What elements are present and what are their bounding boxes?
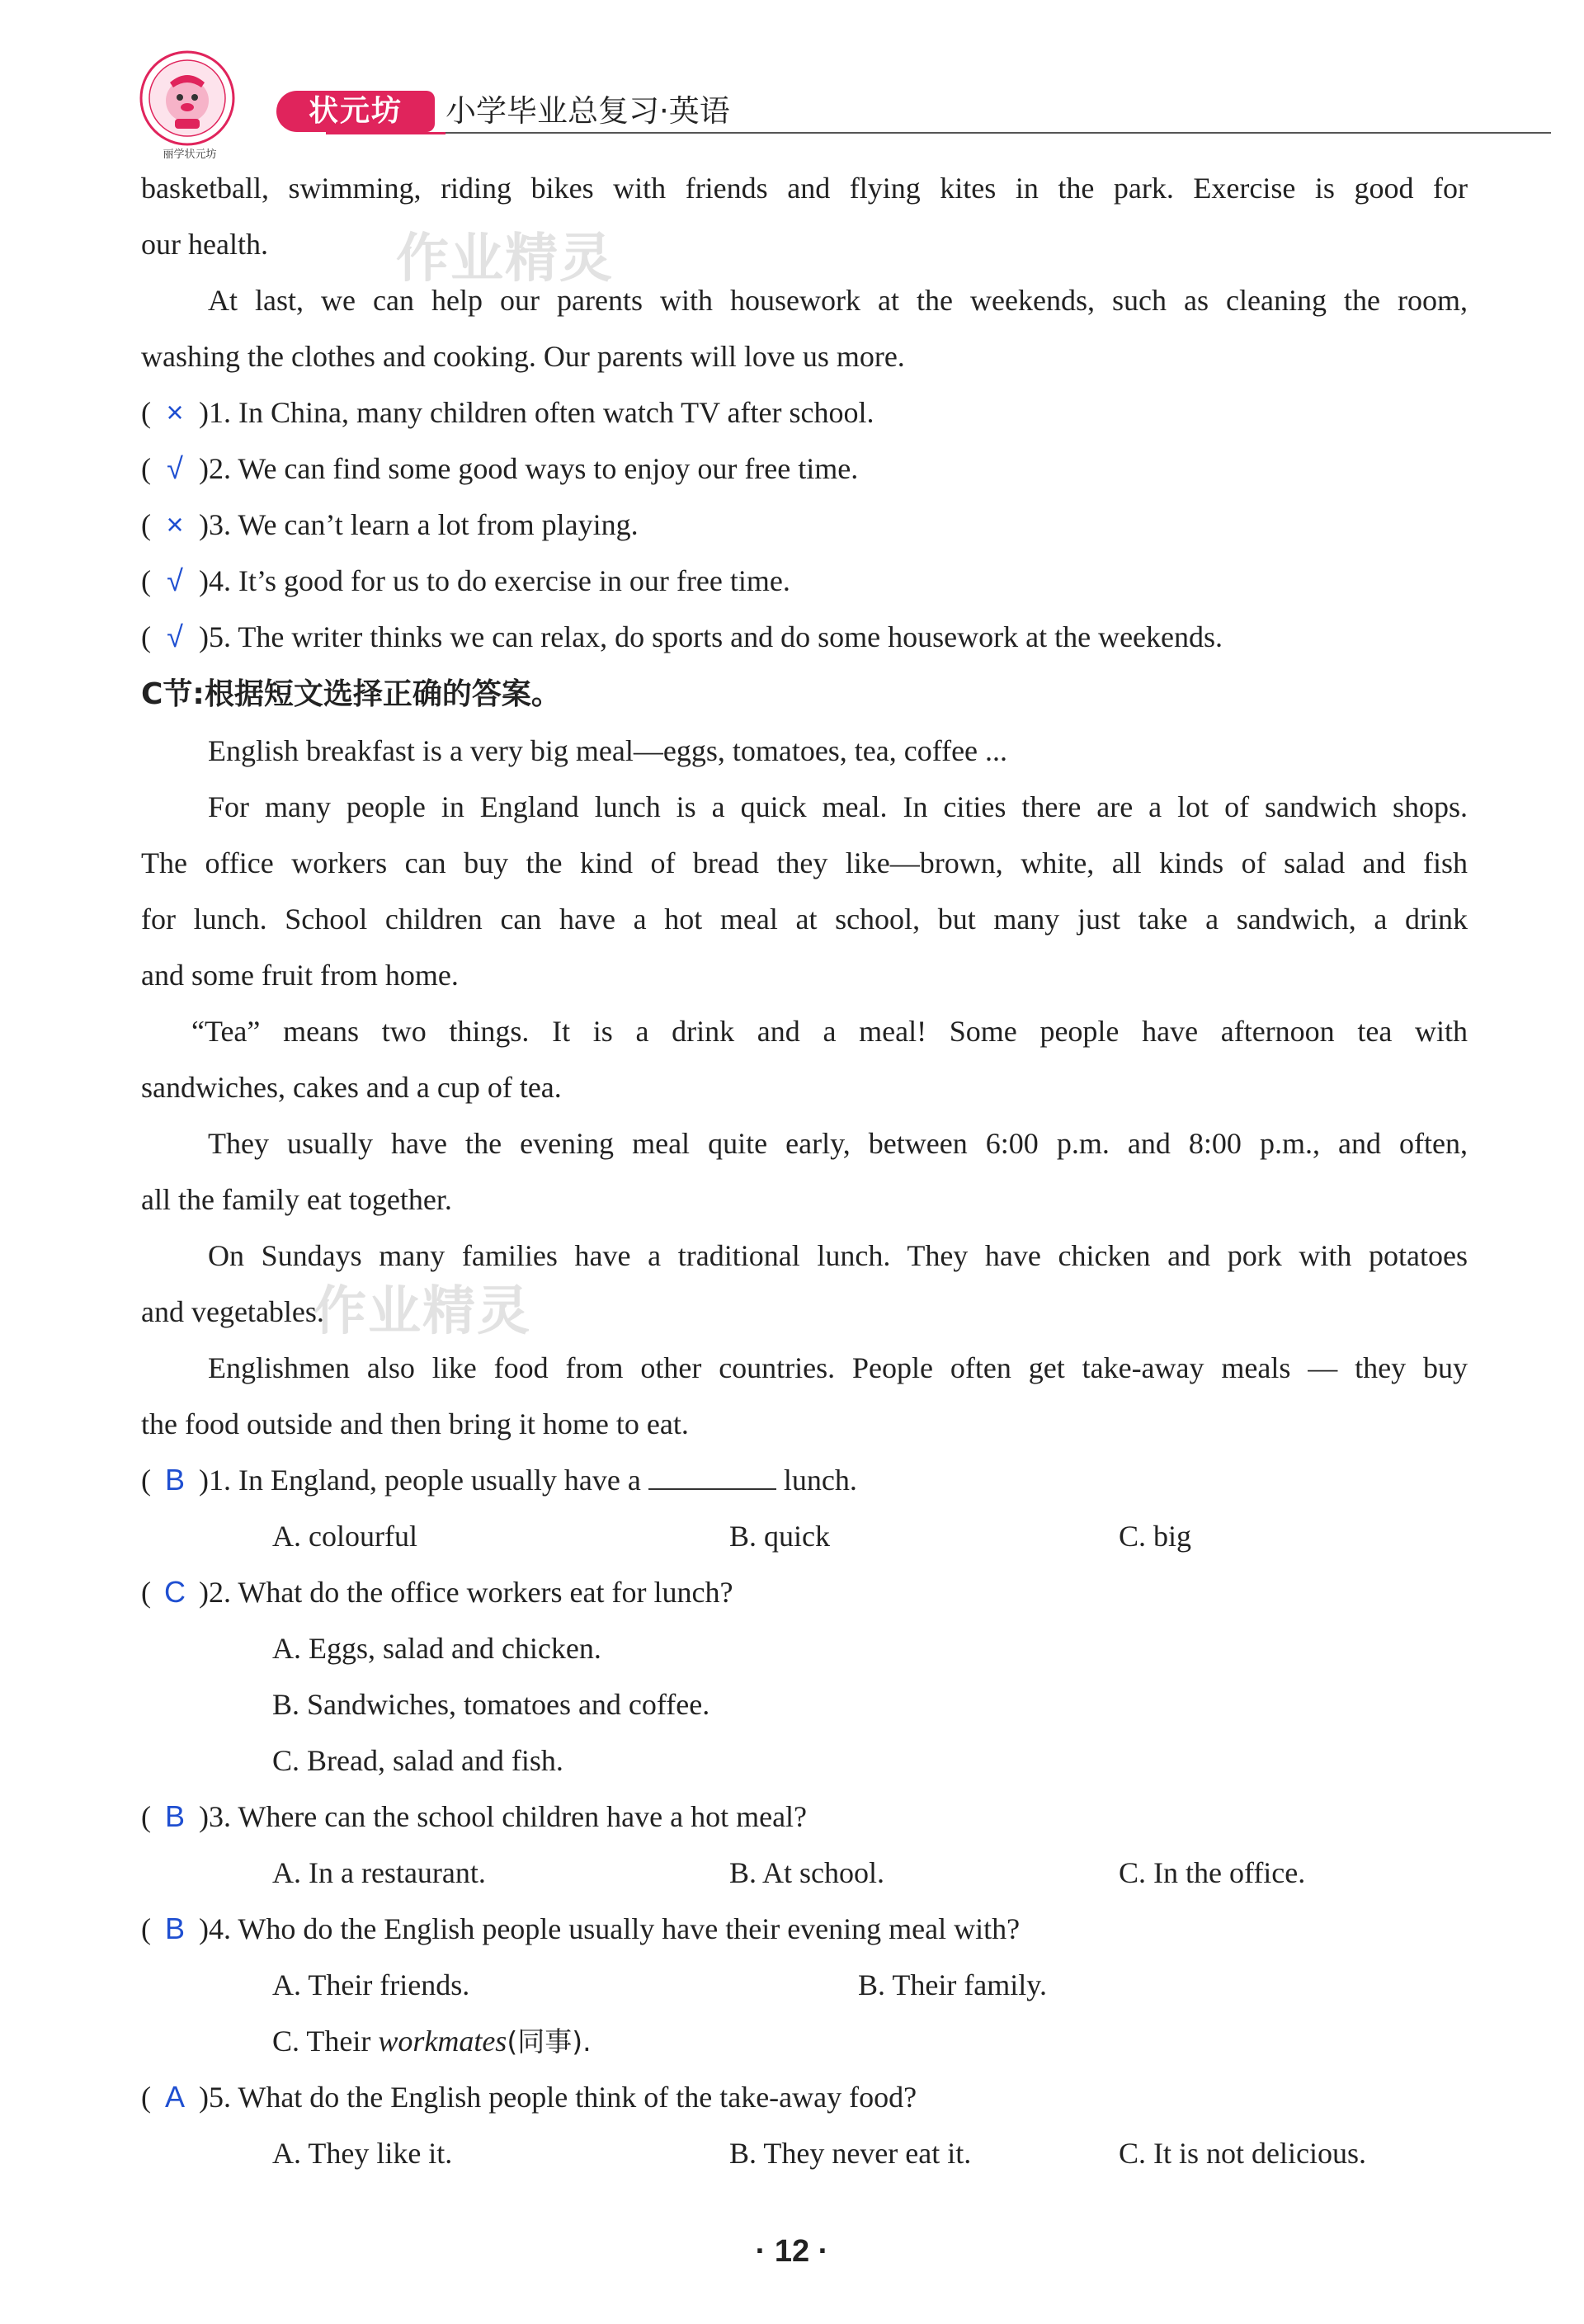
option-a: A. They like it. xyxy=(272,2137,453,2170)
watermark: 作业精灵 xyxy=(396,229,614,290)
close-paren: ) xyxy=(199,508,209,541)
header-accent-line xyxy=(326,132,446,134)
passage-line: for lunch. School children can have a hot meal at school, but many just take a sandwich, a drink xyxy=(141,903,1468,936)
option-c: C. It is not delicious. xyxy=(1119,2137,1366,2170)
option-c xyxy=(272,2023,592,2060)
question-text: 2. What do the office workers eat for lunch? xyxy=(209,1576,733,1609)
option-a: A. In a restaurant. xyxy=(272,1856,486,1889)
question-text: 4. Who do the English people usually have their evening meal with? xyxy=(209,1912,1021,1945)
header-divider xyxy=(446,132,1551,134)
answer-mark: √ xyxy=(167,563,183,597)
tf-question xyxy=(141,394,874,431)
passage-line: basketball, swimming, riding bikes with friends and flying kites in the park. Exercise is good for xyxy=(141,172,1468,205)
question-text: 3. We can’t learn a lot from playing. xyxy=(209,508,639,541)
section-heading: C节:根据短文选择正确的答案。 xyxy=(141,677,561,711)
tf-question xyxy=(141,619,1223,655)
passage-line: “Tea” means two things. It is a drink and a meal! Some people have afternoon tea with xyxy=(191,1015,1468,1048)
question-text: 2. We can find some good ways to enjoy our free time. xyxy=(209,452,859,485)
answer-letter: A xyxy=(164,2080,185,2114)
question-text: 1. In England, people usually have a xyxy=(209,1464,641,1497)
option-c-tail: (同事). xyxy=(507,2025,592,2058)
close-paren: ) xyxy=(199,396,209,429)
passage-line: the food outside and then bring it home to eat. xyxy=(141,1407,689,1440)
option-c: C. Bread, salad and fish. xyxy=(272,1744,563,1777)
question-text: 5. The writer thinks we can relax, do sports and do some housework at the weekends. xyxy=(209,620,1223,653)
question-text: 4. It’s good for us to do exercise in our free time. xyxy=(209,564,790,597)
answer-blank xyxy=(648,1464,776,1490)
option-a: A. colourful xyxy=(272,1520,417,1553)
passage-line: Englishmen also like food from other countries. People often get take-away meals — they buy xyxy=(208,1351,1468,1384)
question-text: 3. Where can the school children have a hot meal? xyxy=(209,1800,808,1833)
option-b: B. At school. xyxy=(729,1856,885,1889)
mc-question: ( B )1. In England, people usually have a lunch. xyxy=(141,1463,857,1497)
question-text: 5. What do the English people think of the take-away food? xyxy=(209,2081,917,2114)
passage-line: our health. xyxy=(141,228,268,261)
question-text: 1. In China, many children often watch TV after school. xyxy=(209,396,874,429)
option-c-prefix: C. Their xyxy=(272,2025,379,2058)
open-paren: ( xyxy=(141,452,151,485)
passage-line: English breakfast is a very big meal—eggs, tomatoes, tea, coffee ... xyxy=(208,734,1008,767)
answer-mark: × xyxy=(166,507,184,541)
passage-line: They usually have the evening meal quite early, between 6:00 p.m. and 8:00 p.m., and often, xyxy=(208,1127,1468,1160)
option-b: B. Their family. xyxy=(858,1968,1047,2001)
answer-letter: C xyxy=(164,1575,186,1609)
passage-line: At last, we can help our parents with housework at the weekends, such as cleaning the room, xyxy=(208,284,1468,317)
open-paren: ( xyxy=(141,396,151,429)
page-number: · 12 · xyxy=(755,2234,829,2269)
close-paren: ) xyxy=(199,564,209,597)
option-a: A. Eggs, salad and chicken. xyxy=(272,1632,601,1665)
open-paren: ( xyxy=(141,564,151,597)
option-b: B. quick xyxy=(729,1520,830,1553)
option-c: C. big xyxy=(1119,1520,1192,1553)
option-c: C. In the office. xyxy=(1119,1856,1306,1889)
mc-question: ( B )4. Who do the English people usually have their evening meal with? xyxy=(141,1912,1021,1945)
mc-question: ( B )3. Where can the school children have a hot meal? xyxy=(141,1799,808,1833)
passage-line: On Sundays many families have a traditional lunch. They have chicken and pork with potatoes xyxy=(208,1239,1468,1272)
answer-mark: √ xyxy=(167,451,183,485)
tf-question xyxy=(141,563,790,599)
passage-line: sandwiches, cakes and a cup of tea. xyxy=(141,1071,562,1104)
passage-line: and vegetables. xyxy=(141,1295,324,1328)
open-paren: ( xyxy=(141,620,151,653)
passage-line: all the family eat together. xyxy=(141,1183,452,1216)
passage-line: For many people in England lunch is a quick meal. In cities there are a lot of sandwich shops. xyxy=(208,790,1468,823)
option-c-italic: workmates xyxy=(378,2025,507,2058)
logo-caption: 丽学状元坊 xyxy=(163,148,217,161)
close-paren: ) xyxy=(199,620,209,653)
answer-mark: × xyxy=(166,395,184,429)
answer-letter: B xyxy=(164,1463,185,1497)
tf-question xyxy=(141,450,858,487)
brand-badge: 状元坊 xyxy=(276,91,435,132)
passage-line: washing the clothes and cooking. Our parents will love us more. xyxy=(141,340,905,373)
passage-line: and some fruit from home. xyxy=(141,959,459,992)
header-title: 小学毕业总复习·英语 xyxy=(446,93,730,129)
open-paren: ( xyxy=(141,508,151,541)
mascot-logo-icon xyxy=(139,49,236,147)
close-paren: ) xyxy=(199,452,209,485)
answer-letter: B xyxy=(164,1799,185,1833)
option-b: B. Sandwiches, tomatoes and coffee. xyxy=(272,1688,710,1721)
watermark: 作业精灵 xyxy=(314,1281,531,1342)
mc-question: ( C )2. What do the office workers eat for lunch? xyxy=(141,1575,733,1609)
option-b: B. They never eat it. xyxy=(729,2137,972,2170)
answer-mark: √ xyxy=(167,620,183,653)
passage-line: The office workers can buy the kind of bread they like—brown, white, all kinds of salad and fish xyxy=(141,846,1468,879)
answer-letter: B xyxy=(164,1912,185,1945)
question-text-tail: lunch. xyxy=(783,1464,857,1497)
option-a: A. Their friends. xyxy=(272,1968,470,2001)
tf-question xyxy=(141,507,639,543)
mc-question: ( A )5. What do the English people think of the take-away food? xyxy=(141,2080,917,2114)
